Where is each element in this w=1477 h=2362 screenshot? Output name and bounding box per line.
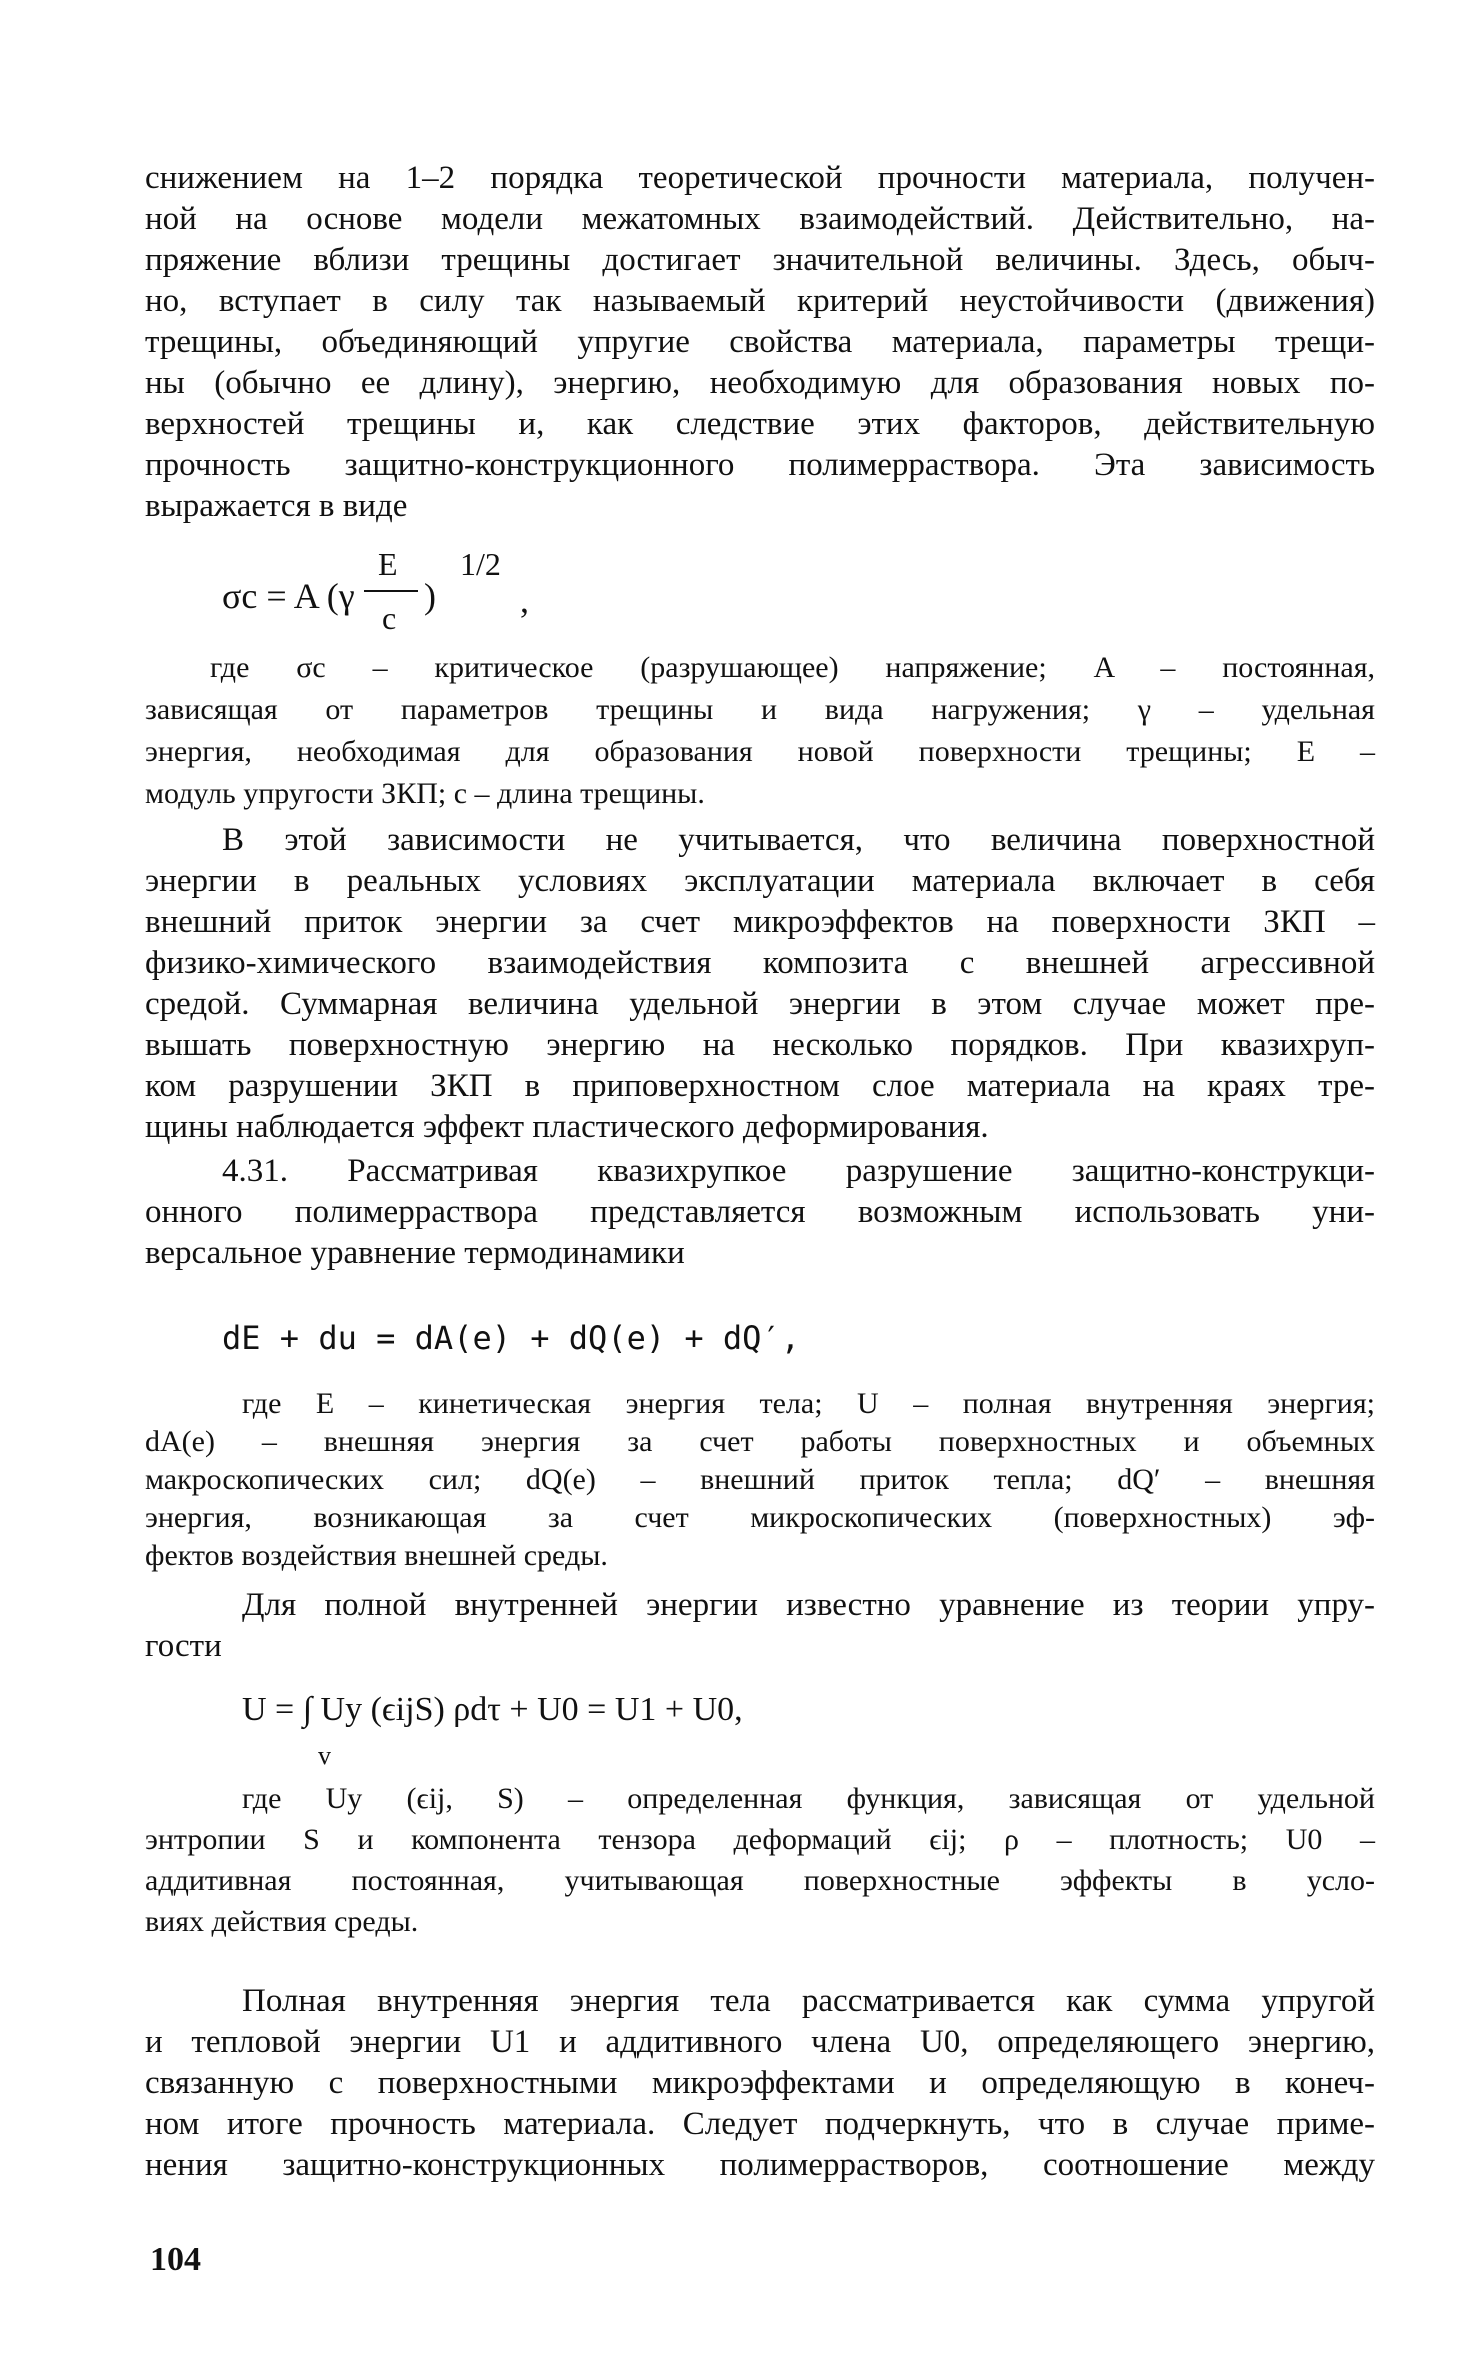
formula-tail: ,: [520, 580, 529, 620]
text-line: виях действия среды.: [145, 1905, 419, 1938]
text-line: макроскопических сил; dQ(e) – внешний приток тепла; dQ′ – внешняя: [145, 1463, 1375, 1496]
text-line: онного полимерраствора представляется возможным использовать уни-: [145, 1194, 1375, 1230]
formula-thermodynamics: dE + du = dA(e) + dQ(e) + dQ′,: [222, 1319, 800, 1357]
text-line: где Uy (ϵij, S) – определенная функция, зависящая от удельной: [242, 1782, 1375, 1815]
text-line: вышать поверхностную энергию на несколько порядков. При квазихруп-: [145, 1027, 1375, 1063]
text-line: энергии в реальных условиях эксплуатации материала включает в себя: [145, 863, 1375, 899]
text-line: 4.31. Рассматривая квазихрупкое разрушение защитно-конструкци-: [222, 1153, 1375, 1189]
text-line: выражается в виде: [145, 488, 408, 524]
text-line: связанную с поверхностными микроэффектами и определяющую в конеч-: [145, 2065, 1375, 2101]
text-line: средой. Суммарная величина удельной энергии в этом случае может пре-: [145, 986, 1375, 1022]
text-line: версальное уравнение термодинамики: [145, 1235, 685, 1271]
text-line: где σc – критическое (разрушающее) напряжение; A – постоянная,: [210, 651, 1375, 684]
text-line: ком разрушении ЗКП в приповерхностном слое материала на краях тре-: [145, 1068, 1375, 1104]
fraction-bar: [364, 590, 418, 592]
text-line: зависящая от параметров трещины и вида нагружения; γ – удельная: [145, 693, 1375, 726]
text-line: модуль упругости ЗКП; c – длина трещины.: [145, 777, 705, 810]
text-line: Полная внутренняя энергия тела рассматривается как сумма упругой: [242, 1983, 1375, 2019]
text-line: гости: [145, 1628, 222, 1664]
text-line: физико-химического взаимодействия композита с внешней агрессивной: [145, 945, 1375, 981]
text-line: но, вступает в силу так называемый критерий неустойчивости (движения): [145, 283, 1375, 319]
formula-lhs: σc = A (γ: [222, 576, 355, 616]
text-line: энергия, необходимая для образования новой поверхности трещины; E –: [145, 735, 1375, 768]
text-line: энергия, возникающая за счет микроскопических (поверхностных) эф-: [145, 1501, 1375, 1534]
text-line: Для полной внутренней энергии известно уравнение из теории упру-: [242, 1587, 1375, 1623]
formula-integral-subscript: v: [318, 1741, 331, 1770]
text-line: ном итоге прочность материала. Следует подчеркнуть, что в случае приме-: [145, 2106, 1375, 2142]
formula-exponent: 1/2: [460, 546, 501, 582]
text-line: верхностей трещины и, как следствие этих факторов, действительную: [145, 406, 1375, 442]
text-line: фектов воздействия внешней среды.: [145, 1539, 608, 1572]
text-line: ны (обычно ее длину), энергию, необходимую для образования новых по-: [145, 365, 1375, 401]
text-line: нения защитно-конструкционных полимеррастворов, соотношение между: [145, 2147, 1375, 2183]
text-line: щины наблюдается эффект пластического деформирования.: [145, 1109, 989, 1145]
page-number: 104: [150, 2241, 201, 2278]
text-line: внешний приток энергии за счет микроэффектов на поверхности ЗКП –: [145, 904, 1375, 940]
formula-numerator: E: [378, 546, 398, 582]
text-line: ной на основе модели межатомных взаимодействий. Действительно, на-: [145, 201, 1375, 237]
text-line: В этой зависимости не учитывается, что величина поверхностной: [222, 822, 1375, 858]
text-line: аддитивная постоянная, учитывающая поверхностные эффекты в усло-: [145, 1864, 1375, 1897]
text-line: трещины, объединяющий упругие свойства материала, параметры трещи-: [145, 324, 1375, 360]
formula-internal-energy: U = ∫ Uy (ϵijS) ρdτ + U0 = U1 + U0,: [242, 1691, 743, 1728]
text-line: где E – кинетическая энергия тела; U – полная внутренняя энергия;: [242, 1387, 1375, 1420]
text-line: энтропии S и компонента тензора деформаций ϵij; ρ – плотность; U0 –: [145, 1823, 1375, 1856]
text-line: пряжение вблизи трещины достигает значительной величины. Здесь, обыч-: [145, 242, 1375, 278]
text-line: снижением на 1–2 порядка теоретической прочности материала, получен-: [145, 160, 1375, 196]
text-line: dA(e) – внешняя энергия за счет работы поверхностных и объемных: [145, 1425, 1375, 1458]
formula-denominator: c: [382, 600, 397, 636]
formula-rhs: ): [424, 576, 436, 616]
text-line: и тепловой энергии U1 и аддитивного члена U0, определяющего энергию,: [145, 2024, 1375, 2060]
text-line: прочность защитно-конструкционного полимерраствора. Эта зависимость: [145, 447, 1375, 483]
